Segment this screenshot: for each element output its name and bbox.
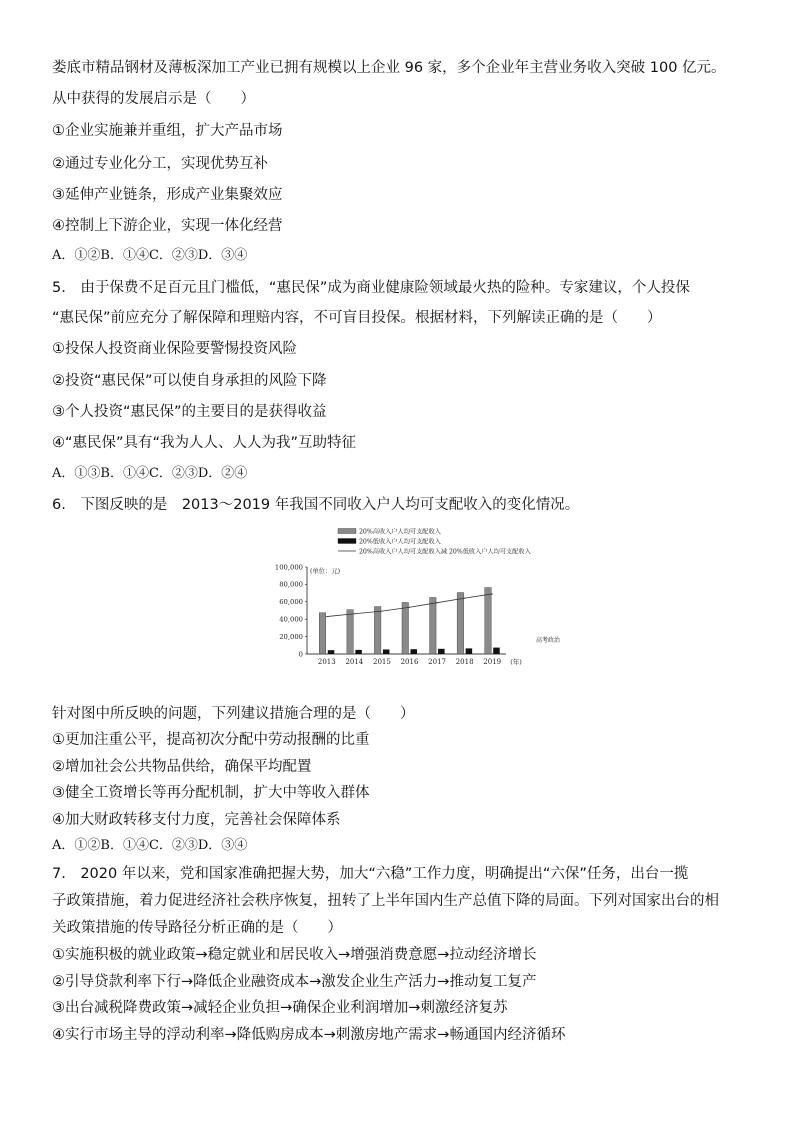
q5-option-3: ③个人投资“惠民保”的主要目的是获得收益 (52, 404, 327, 420)
x-tick-label: 2013 (317, 658, 336, 666)
x-tick-label: 2016 (400, 658, 419, 666)
difference-point-2013 (326, 616, 327, 617)
q7-option-1: ①实施积极的就业政策→稳定就业和居民收入→增强消费意愿→拉动经济增长 (52, 947, 537, 963)
x-tick-label: 2019 (483, 658, 502, 666)
q5-stem-line1: 5. 由于保费不足百元且门槛低，“惠民保”成为商业健康险领域最火热的险种。专家建议，个人投保 (52, 280, 690, 296)
y-tick-label: 20,000 (279, 632, 303, 641)
bar-low-2018 (466, 648, 473, 654)
q4-stem-line2: 从中获得的发展启示是（ ） (52, 91, 255, 107)
q4-option-1: ①企业实施兼并重组，扩大产品市场 (52, 123, 283, 139)
bar-low-2017 (438, 649, 445, 654)
q4-stem-line1: 娄底市精品钢材及薄板深加工产业已拥有规模以上企业 96 家，多个企业年主营业务收入突破 100 亿元。 (52, 60, 726, 76)
q6-question: 针对图中所反映的问题，下列建议措施合理的是（ ） (52, 706, 415, 722)
q7-option-3: ③出台减税降费政策→减轻企业负担→确保企业利润增加→刺激经济复苏 (52, 1000, 508, 1016)
q6-option-3: ③健全工资增长等再分配机制，扩大中等收入群体 (52, 785, 370, 801)
legend-swatch-2 (338, 539, 356, 544)
watermark-text: 高考政治 (536, 637, 560, 644)
bar-high-2018 (457, 593, 464, 654)
difference-point-2015 (381, 610, 382, 611)
bar-low-2019 (493, 648, 500, 654)
x-tick-label: 2015 (373, 658, 391, 666)
legend-label-1: 20%高收入户人均可支配收入 (359, 528, 441, 536)
bar-low-2016 (411, 649, 418, 654)
legend-swatch-1 (338, 529, 356, 534)
bar-high-2016 (402, 602, 409, 654)
q5-option-4: ④“惠民保”具有“我为人人、人人为我”互助特征 (52, 435, 357, 451)
bar-high-2017 (430, 598, 437, 654)
x-unit-label: (年) (510, 658, 522, 666)
y-tick-label: 80,000 (279, 580, 303, 589)
bar-low-2015 (383, 649, 390, 654)
difference-point-2014 (354, 613, 355, 614)
y-tick-label: 0 (298, 650, 303, 659)
q5-option-1: ①投保人投资商业保险要警惕投资风险 (52, 341, 297, 357)
y-tick-label: 40,000 (279, 615, 303, 624)
x-tick-label: 2014 (345, 658, 364, 666)
legend-label-2: 20%低收入户人均可支配收入 (359, 538, 441, 546)
y-tick-label: 60,000 (279, 598, 303, 607)
income-chart (260, 526, 560, 676)
q5-stem-line2: “惠民保”前应充分了解保障和理赔内容，不可盲目投保。根据材料，下列解读正确的是（ ） (52, 310, 662, 326)
difference-point-2016 (409, 607, 410, 608)
x-tick-label: 2018 (455, 658, 474, 666)
bar-low-2014 (355, 650, 362, 654)
difference-point-2017 (436, 602, 437, 603)
q6-stem: 6. 下图反映的是 2013～2019 年我国不同收入户人均可支配收入的变化情况。 (52, 497, 580, 513)
q4-answer-choices: A．①②B．①④C．②③D．③④ (52, 248, 248, 263)
y-tick-label: 100,000 (274, 563, 303, 572)
q4-option-3: ③延伸产业链条，形成产业集聚效应 (52, 187, 283, 203)
q6-option-2: ②增加社会公共物品供给，确保平均配置 (52, 759, 312, 775)
q7-stem-line2: 子政策措施，着力促进经济社会秩序恢复，扭转了上半年国内生产总值下降的局面。下列对国家出台的相 (52, 893, 719, 909)
q7-stem-line3: 关政策措施的传导路径分析正确的是（ ） (52, 920, 342, 936)
q4-option-2: ②通过专业化分工，实现优势互补 (52, 156, 268, 172)
q7-option-4: ④实行市场主导的浮动利率→降低购房成本→刺激房地产需求→畅通国内经济循环 (52, 1027, 566, 1043)
q6-option-4: ④加大财政转移支付力度，完善社会保障体系 (52, 812, 341, 828)
q5-option-2: ②投资“惠民保”可以使自身承担的风险下降 (52, 373, 327, 389)
q6-answer-choices: A．①②B．①④C．②③D．③④ (52, 838, 248, 853)
bar-high-2013 (319, 613, 326, 654)
legend-label-3: 20%高收入户人均可支配收入减 20%低收入户人均可支配收入 (359, 548, 531, 556)
x-tick-label: 2017 (428, 658, 446, 666)
bar-high-2014 (347, 610, 354, 654)
bar-high-2019 (485, 588, 492, 654)
q4-option-4: ④控制上下游企业，实现一体化经营 (52, 218, 283, 234)
bar-high-2015 (374, 607, 381, 654)
q7-stem-line1: 7. 2020 年以来，党和国家准确把握大势，加大“六稳”工作力度，明确提出“六保”任务，出台一揽 (52, 866, 689, 882)
income-chart-svg (260, 526, 560, 676)
unit-label: (单位：元) (310, 568, 341, 575)
q6-option-1: ①更加注重公平，提高初次分配中劳动报酬的比重 (52, 732, 370, 748)
difference-point-2018 (464, 598, 465, 599)
q7-option-2: ②引导贷款利率下行→降低企业融资成本→激发企业生产活力→推动复工复产 (52, 974, 537, 990)
bar-low-2013 (328, 650, 335, 654)
difference-point-2019 (492, 593, 493, 594)
q5-answer-choices: A．①③B．①④C．②③D．②④ (52, 466, 248, 481)
